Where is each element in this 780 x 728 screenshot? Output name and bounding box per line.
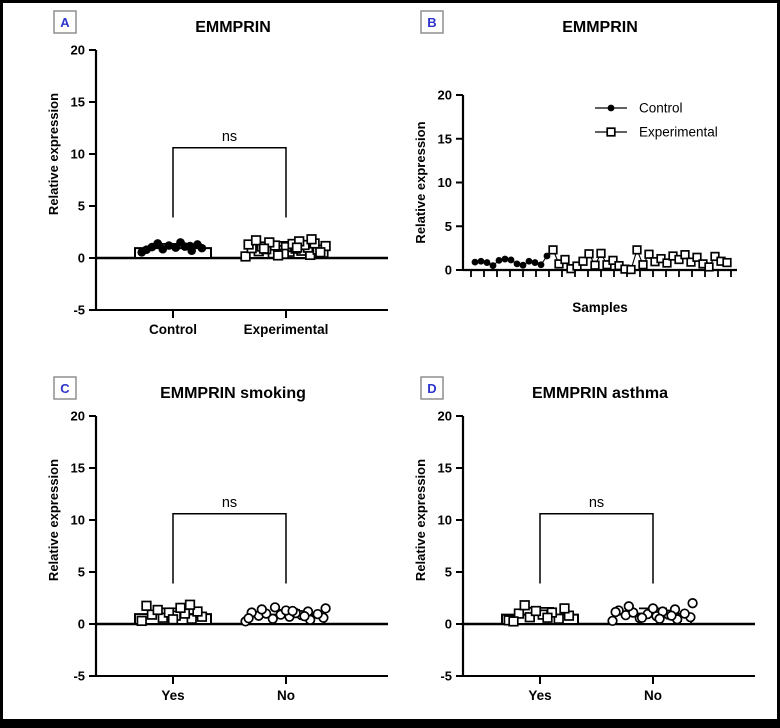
data-point-circle-open-icon xyxy=(688,599,697,608)
category-label: Yes xyxy=(161,688,185,703)
data-point-square-open-icon xyxy=(520,601,529,610)
data-point-circle-open-icon xyxy=(638,613,647,622)
y-tick-label: 5 xyxy=(77,564,85,580)
data-point-circle-filled-icon xyxy=(508,257,515,264)
chart-title: EMMPRIN smoking xyxy=(160,385,306,402)
data-point-square-open-icon xyxy=(705,263,713,271)
data-point-circle-open-icon xyxy=(649,604,658,613)
data-point-circle-filled-icon xyxy=(538,261,545,268)
data-point-square-open-icon xyxy=(252,236,261,245)
chart-title: EMMPRIN xyxy=(195,19,271,36)
chart-title: EMMPRIN asthma xyxy=(531,385,669,402)
data-point-square-open-icon xyxy=(293,243,302,252)
chart-svg xyxy=(38,371,408,728)
data-point-square-open-icon xyxy=(153,606,162,615)
data-point-circle-open-icon xyxy=(667,611,676,620)
data-point-square-open-icon xyxy=(579,257,587,265)
y-tick-label: 5 xyxy=(444,218,452,234)
panel-label: D xyxy=(427,381,437,396)
data-point-square-open-icon xyxy=(591,261,599,269)
data-point-square-open-icon xyxy=(549,246,557,254)
data-point-square-open-icon xyxy=(176,604,185,613)
data-point-circle-open-icon xyxy=(655,615,664,624)
data-point-square-open-icon xyxy=(597,250,605,258)
y-tick-label: 15 xyxy=(70,460,85,476)
data-point-circle-filled-icon xyxy=(496,257,503,264)
data-point-square-open-icon xyxy=(543,613,552,622)
y-tick-label: 0 xyxy=(444,616,452,632)
data-point-square-open-icon xyxy=(607,128,615,136)
y-tick-label: 15 xyxy=(70,94,85,110)
panel-label: A xyxy=(60,15,70,30)
y-tick-label: 0 xyxy=(444,262,452,278)
category-label: No xyxy=(277,688,295,703)
data-point-square-open-icon xyxy=(723,259,731,267)
data-point-circle-open-icon xyxy=(271,603,280,612)
y-tick-label: 5 xyxy=(77,198,85,214)
y-tick-label: 15 xyxy=(437,131,452,147)
data-point-circle-filled-icon xyxy=(526,258,533,265)
data-point-square-open-icon xyxy=(137,617,146,626)
data-point-square-open-icon xyxy=(645,250,653,258)
data-point-circle-filled-icon xyxy=(153,239,162,248)
chart-svg xyxy=(405,5,775,365)
y-tick-label: 20 xyxy=(70,42,85,58)
data-point-circle-open-icon xyxy=(258,605,267,614)
data-point-square-open-icon xyxy=(260,244,269,253)
y-tick-label: 20 xyxy=(437,87,452,103)
panel-D xyxy=(405,371,775,728)
data-point-square-open-icon xyxy=(585,250,593,258)
data-point-circle-open-icon xyxy=(288,607,297,616)
y-tick-label: 15 xyxy=(437,460,452,476)
y-tick-label: 0 xyxy=(77,250,85,266)
y-axis-title: Relative expression xyxy=(413,458,428,582)
panel-B xyxy=(405,5,775,365)
y-tick-label: 10 xyxy=(437,512,452,528)
chart-svg xyxy=(38,5,408,365)
data-point-square-open-icon xyxy=(241,252,250,261)
data-point-circle-open-icon xyxy=(680,609,689,618)
panel-C xyxy=(38,371,408,728)
significance-bracket xyxy=(173,514,286,584)
data-point-circle-filled-icon xyxy=(478,258,485,265)
significance-label: ns xyxy=(588,494,605,511)
y-tick-label: 20 xyxy=(70,408,85,424)
data-point-circle-open-icon xyxy=(625,602,634,611)
data-point-square-open-icon xyxy=(561,256,569,264)
category-label: Experimental xyxy=(243,322,329,337)
significance-bracket xyxy=(173,148,286,218)
data-point-circle-filled-icon xyxy=(502,256,509,263)
data-point-circle-filled-icon xyxy=(186,242,195,251)
significance-label: ns xyxy=(221,128,238,145)
data-point-circle-filled-icon xyxy=(176,238,185,247)
data-point-circle-open-icon xyxy=(608,617,617,626)
data-point-circle-open-icon xyxy=(300,612,309,621)
data-point-circle-filled-icon xyxy=(472,259,479,266)
category-label: Control xyxy=(149,322,197,337)
significance-bracket xyxy=(540,514,653,584)
y-tick-label: -5 xyxy=(73,302,85,318)
data-point-square-open-icon xyxy=(316,248,325,257)
data-point-circle-open-icon xyxy=(244,614,253,623)
y-tick-label: 0 xyxy=(77,616,85,632)
y-tick-label: -5 xyxy=(73,668,85,684)
data-point-circle-filled-icon xyxy=(165,241,174,250)
legend-label: Experimental xyxy=(639,124,718,140)
data-point-square-open-icon xyxy=(532,607,541,616)
chart-svg xyxy=(405,371,775,728)
y-axis-title: Relative expression xyxy=(46,458,61,582)
data-point-circle-filled-icon xyxy=(490,262,497,269)
y-axis-title: Relative expression xyxy=(413,121,428,244)
data-point-square-open-icon xyxy=(142,602,151,611)
data-point-circle-filled-icon xyxy=(193,240,202,249)
data-point-square-open-icon xyxy=(307,235,316,244)
data-point-circle-filled-icon xyxy=(484,259,491,266)
data-point-square-open-icon xyxy=(633,246,641,254)
legend-label: Control xyxy=(639,100,683,116)
data-point-circle-open-icon xyxy=(313,610,322,619)
data-point-square-open-icon xyxy=(560,604,569,613)
data-point-circle-filled-icon xyxy=(520,262,527,269)
data-point-circle-open-icon xyxy=(611,608,620,617)
data-point-square-open-icon xyxy=(274,251,283,260)
y-tick-label: -5 xyxy=(440,668,452,684)
data-point-circle-filled-icon xyxy=(142,245,151,254)
panel-A xyxy=(38,5,408,365)
y-axis-title: Relative expression xyxy=(46,92,61,216)
significance-label: ns xyxy=(221,494,238,511)
category-label: No xyxy=(644,688,662,703)
data-point-square-open-icon xyxy=(169,615,178,624)
panel-label: C xyxy=(60,381,70,396)
category-label: Yes xyxy=(528,688,552,703)
y-tick-label: 5 xyxy=(444,564,452,580)
data-point-square-open-icon xyxy=(681,251,689,259)
data-point-circle-open-icon xyxy=(321,604,330,613)
x-axis-title: Samples xyxy=(572,300,628,315)
data-point-circle-filled-icon xyxy=(514,260,521,267)
data-point-circle-filled-icon xyxy=(608,105,615,112)
y-tick-label: 20 xyxy=(437,408,452,424)
data-point-square-open-icon xyxy=(639,261,647,269)
chart-title: EMMPRIN xyxy=(562,19,638,36)
data-point-square-open-icon xyxy=(509,617,518,626)
data-point-square-open-icon xyxy=(186,600,195,609)
y-tick-label: 10 xyxy=(437,175,452,190)
data-point-circle-filled-icon xyxy=(532,259,539,266)
y-tick-label: 10 xyxy=(70,146,85,162)
data-point-square-open-icon xyxy=(627,266,635,274)
panel-label: B xyxy=(427,15,437,30)
y-tick-label: 10 xyxy=(70,512,85,528)
